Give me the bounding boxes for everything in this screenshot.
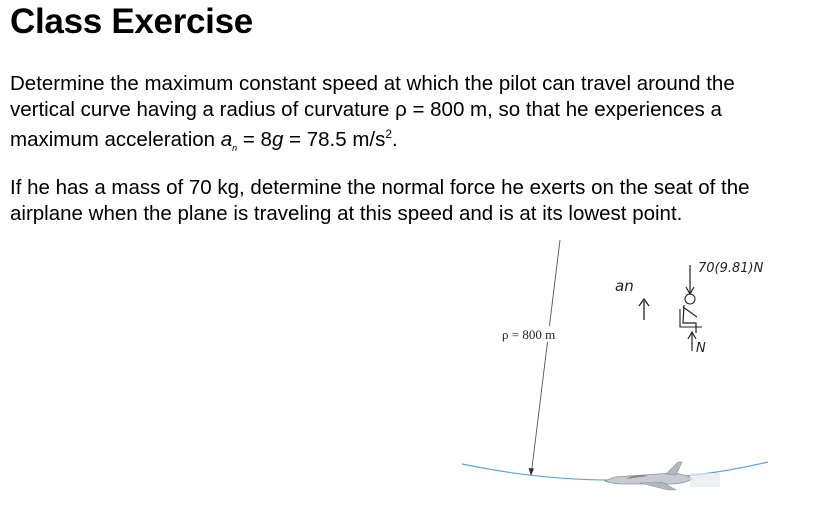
problem-paragraph-1: [10, 71, 805, 161]
paragraph-1-line-2: vertical curve having a radius of curvature ρ = 800 m, so that he experiences a: [10, 97, 722, 121]
paragraph-2-line-2: airplane when the plane is traveling at this speed and is at its lowest point.: [10, 201, 683, 225]
paragraph-1-line-1: Determine the maximum constant speed at which the pilot can travel around the: [10, 72, 735, 95]
pilot-free-body-diagram: [680, 261, 764, 356]
normal-force-label: N: [696, 341, 706, 356]
slide-title: Class Exercise: [10, 2, 253, 41]
airplane-loop-figure: [440, 235, 813, 507]
svg-text:an: an: [615, 277, 634, 295]
airplane-icon: [605, 462, 720, 490]
problem-paragraph-2: [10, 175, 805, 226]
radius-line: [531, 240, 560, 476]
paragraph-1-line-3: maximum acceleration $a_n = 8g = 78.5$ $m/s^2$.: [10, 127, 398, 153]
radius-label: ρ = 800 m: [502, 327, 556, 342]
normal-acceleration-annotation: [615, 277, 649, 320]
weight-label: 70(9.81)N: [698, 261, 764, 276]
paragraph-2-line-1: If he has a mass of 70 kg, determine the normal force he exerts on the seat of the: [10, 176, 750, 199]
